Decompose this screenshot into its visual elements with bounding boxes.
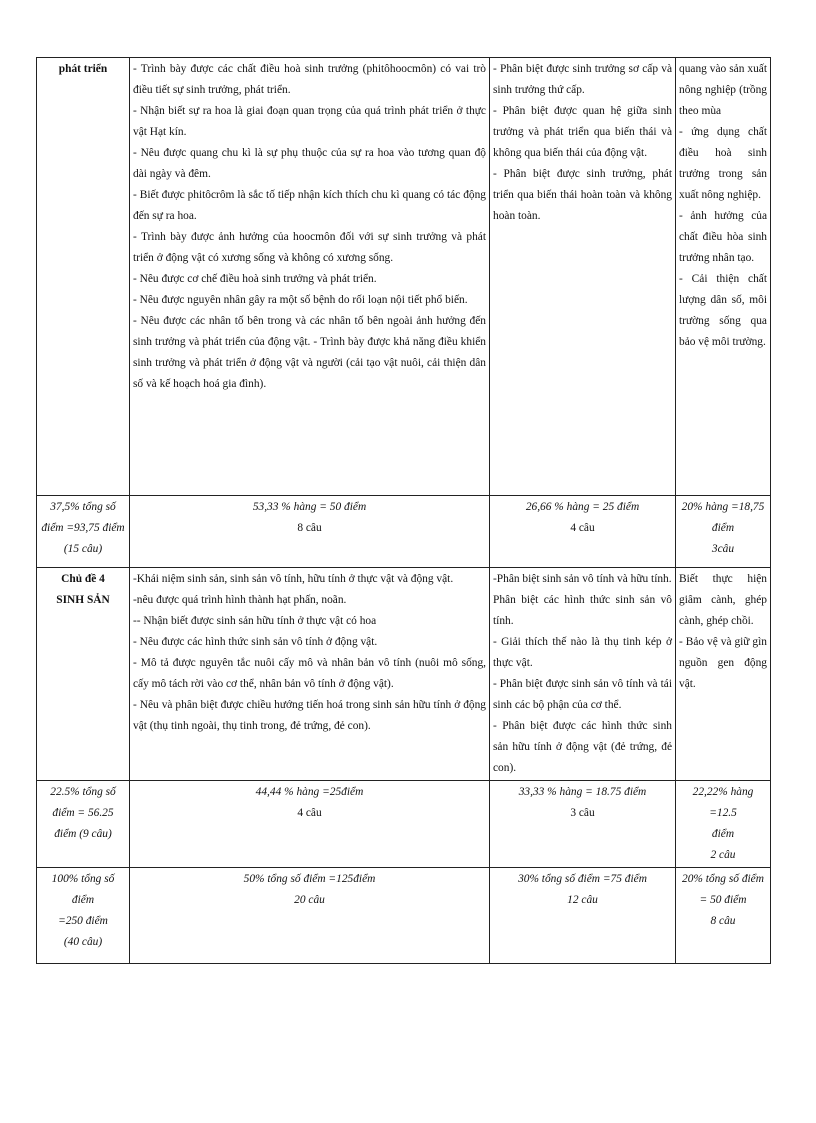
understanding-summary: 33,33 % hàng = 18.75 điểm 3 câu bbox=[490, 781, 676, 868]
list-item: - Bảo vệ và giữ gìn nguồn gen động vật. bbox=[679, 636, 767, 690]
list-item: - Nhận biết sự ra hoa là giai đoạn quan trọng của quá trình phát triển ở thực vật Hạt kín. bbox=[133, 105, 486, 138]
recognition-cell bbox=[130, 568, 490, 781]
summary-cell: 100% tổng số điểm =250 điểm (40 câu) bbox=[37, 868, 130, 964]
list-item: - Nêu được các nhân tố bên trong và các nhân tố bên ngoài ảnh hưởng đến sinh trưởng và phát triển của động vật. - Trình bày được khả năng điều khiển sinh trưởng và phát triển ở động vật và người (cải tạo vật nuôi, cải thiện dân số và kế hoạch hoá gia đình). bbox=[133, 315, 486, 390]
list-item: - Trình bày được ảnh hưởng của hoocmôn đối với sự sinh trưởng và phát triển ở động vật có xương sống và không có xương sống. bbox=[133, 231, 486, 264]
topic-label: Chủ đề 4 bbox=[61, 573, 105, 585]
summary-cell: 22.5% tổng số điểm = 56.25 điểm (9 câu) bbox=[37, 781, 130, 868]
topic-label: phát triển bbox=[58, 63, 108, 75]
table-row bbox=[37, 58, 771, 496]
recognition-summary: 44,44 % hàng =25điểm 4 câu bbox=[130, 781, 490, 868]
list-item: Phân biệt các hình thức sinh sản vô tính. bbox=[493, 594, 672, 627]
list-item: - Nêu được các hình thức sinh sản vô tính ở động vật. bbox=[133, 636, 378, 648]
recognition-cell bbox=[130, 58, 490, 496]
list-item: - Phân biệt được quan hệ giữa sinh trưởng và phát triển qua biến thái và không qua biến thái của động vật. bbox=[493, 105, 672, 159]
list-item: - Phân biệt được sinh trưởng sơ cấp và sinh trưởng thứ cấp. bbox=[493, 63, 672, 96]
list-item: - Nêu được quang chu kì là sự phụ thuộc của sự ra hoa vào tương quan độ dài ngày và đêm. bbox=[133, 147, 486, 180]
list-item: - Phân biệt được sinh sản vô tính và tái sinh các bộ phận của cơ thể. bbox=[493, 678, 672, 711]
list-item: - Phân biệt được các hình thức sinh sản hữu tính ở động vật (đẻ trứng, đẻ con). bbox=[493, 720, 672, 774]
topic-cell bbox=[37, 568, 130, 781]
list-item: -Phân biệt sinh sản vô tính và hữu tính. bbox=[493, 573, 672, 585]
list-item: - Giải thích thế nào là thụ tinh kép ở thực vật. bbox=[493, 636, 672, 669]
list-item: - Phân biệt được sinh trưởng, phát triển qua biến thái hoàn toàn và không hoàn toàn. bbox=[493, 168, 672, 222]
list-item: Biết thực hiện giâm cành, ghép cành, ghép chồi. bbox=[679, 573, 767, 627]
list-item: - Nêu và phân biệt được chiều hướng tiến hoá trong sinh sản hữu tính ở động vật (thụ tinh ngoài, thụ tinh trong, đẻ trứng, đẻ con). bbox=[133, 699, 486, 732]
application-summary: 22,22% hàng =12.5 điểm 2 câu bbox=[676, 781, 771, 868]
list-item: -nêu được quá trình hình thành hạt phấn, noãn. bbox=[133, 594, 347, 606]
topic-title: SINH SẢN bbox=[56, 594, 110, 606]
table-row bbox=[37, 496, 771, 568]
table-row bbox=[37, 781, 771, 868]
list-item: -- Nhận biết được sinh sản hữu tính ở thực vật có hoa bbox=[133, 615, 377, 627]
list-item: - Trình bày được các chất điều hoà sinh trưởng (phitôhoocmôn) có vai trò điều tiết sự sinh trưởng, phát triển. bbox=[133, 63, 486, 96]
recognition-summary: 53,33 % hàng = 50 điểm 8 câu bbox=[130, 496, 490, 568]
test-matrix-table bbox=[36, 57, 771, 964]
recognition-summary: 50% tổng số điểm =125điểm 20 câu bbox=[130, 868, 490, 964]
application-cell bbox=[676, 58, 771, 496]
list-item: - Nêu được cơ chế điều hoà sinh trưởng và phát triển. bbox=[133, 273, 377, 285]
list-item: - Cải thiện chất lượng dân số, môi trường sống qua bảo vệ môi trường. bbox=[679, 273, 767, 348]
list-item: - Biết được phitôcrôm là sắc tố tiếp nhận kích thích chu kì quang có tác động đến sự ra hoa. bbox=[133, 189, 486, 222]
list-item: -Khái niệm sinh sản, sinh sản vô tính, hữu tính ở thực vật và động vật. bbox=[133, 573, 454, 585]
list-item: - ảnh hưởng của chất điều hòa sinh trưởng nhân tạo. bbox=[679, 210, 767, 264]
summary-cell: 37,5% tổng số điểm =93,75 điểm (15 câu) bbox=[37, 496, 130, 568]
understanding-summary: 30% tổng số điểm =75 điểm 12 câu bbox=[490, 868, 676, 964]
list-item: quang vào sản xuất nông nghiệp (trồng theo mùa bbox=[679, 63, 767, 117]
understanding-summary: 26,66 % hàng = 25 điểm 4 câu bbox=[490, 496, 676, 568]
application-cell bbox=[676, 568, 771, 781]
list-item: - Mô tả được nguyên tắc nuôi cấy mô và nhân bản vô tính (nuôi mô sống, cấy mô tách rời vào cơ thể, nhân bản vô tính ở động vật). bbox=[133, 657, 486, 690]
understanding-cell bbox=[490, 58, 676, 496]
table-row bbox=[37, 568, 771, 781]
list-item: - ứng dụng chất điều hoà sinh trưởng trong sản xuất nông nghiệp. bbox=[679, 126, 767, 201]
understanding-cell bbox=[490, 568, 676, 781]
topic-cell bbox=[37, 58, 130, 496]
application-summary: 20% hàng =18,75 điểm 3câu bbox=[676, 496, 771, 568]
table-row bbox=[37, 868, 771, 964]
list-item: - Nêu được nguyên nhân gây ra một số bệnh do rối loạn nội tiết phổ biến. bbox=[133, 294, 468, 306]
application-summary: 20% tổng số điểm = 50 điểm 8 câu bbox=[676, 868, 771, 964]
